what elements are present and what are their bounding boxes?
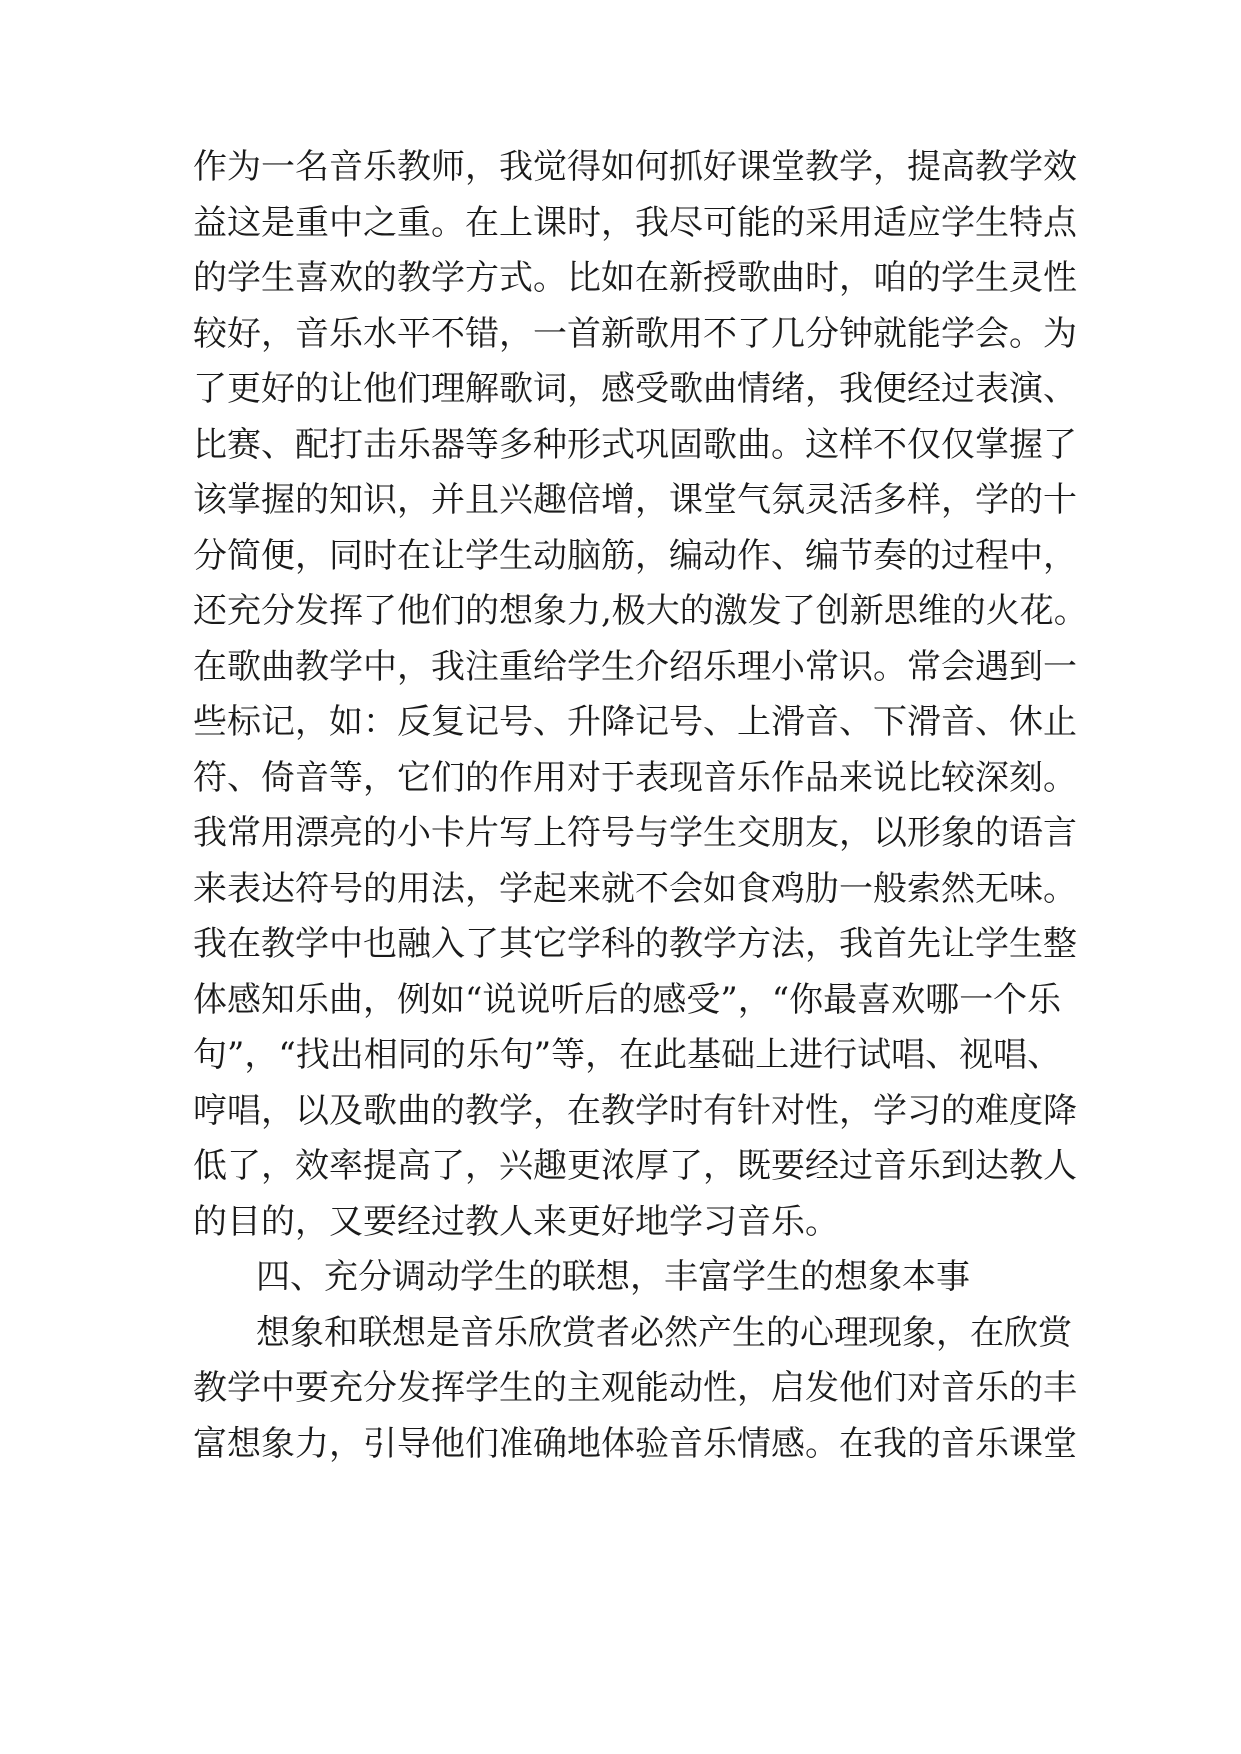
- text-line: 的学生喜欢的教学方式。比如在新授歌曲时，咱的学生灵性: [193, 258, 1077, 298]
- text-line: 低了，效率提高了，兴趣更浓厚了，既要经过音乐到达教人: [193, 1146, 1077, 1186]
- text-line: 的目的，又要经过教人来更好地学习音乐。: [193, 1202, 839, 1242]
- text-line: 了更好的让他们理解歌词，感受歌曲情绪，我便经过表演、: [193, 369, 1077, 409]
- text-line: 哼唱，以及歌曲的教学，在教学时有针对性，学习的难度降: [193, 1091, 1077, 1131]
- text-line: 我在教学中也融入了其它学科的教学方法，我首先让学生整: [193, 924, 1077, 964]
- section-heading: 四、充分调动学生的联想，丰富学生的想象本事: [256, 1257, 970, 1297]
- text-line: 体感知乐曲，例如“说说听后的感受”，“你最喜欢哪一个乐: [193, 980, 1062, 1020]
- text-line: 该掌握的知识，并且兴趣倍增，课堂气氛灵活多样，学的十: [193, 480, 1077, 520]
- text-line: 较好，音乐水平不错，一首新歌用不了几分钟就能学会。为: [193, 314, 1077, 354]
- text-line: 作为一名音乐教师，我觉得如何抓好课堂教学，提高教学效: [193, 147, 1077, 187]
- text-line: 来表达符号的用法，学起来就不会如食鸡肋一般索然无味。: [193, 869, 1077, 909]
- text-line: 比赛、配打击乐器等多种形式巩固歌曲。这样不仅仅掌握了: [193, 425, 1077, 465]
- text-line: 分简便，同时在让学生动脑筋，编动作、编节奏的过程中，: [193, 536, 1077, 576]
- text-line: 还充分发挥了他们的想象力,极大的激发了创新思维的火花。: [193, 591, 1088, 631]
- text-line: 符、倚音等，它们的作用对于表现音乐作品来说比较深刻。: [193, 758, 1077, 798]
- text-line: 在歌曲教学中，我注重给学生介绍乐理小常识。常会遇到一: [193, 647, 1077, 687]
- text-line: 句”，“找出相同的乐句”等，在此基础上进行试唱、视唱、: [193, 1035, 1062, 1075]
- text-line: 富想象力，引导他们准确地体验音乐情感。在我的音乐课堂: [193, 1424, 1077, 1464]
- paragraph-first-line: 想象和联想是音乐欣赏者必然产生的心理现象，在欣赏: [256, 1313, 1072, 1353]
- text-line: 教学中要充分发挥学生的主观能动性，启发他们对音乐的丰: [193, 1368, 1077, 1408]
- text-line: 益这是重中之重。在上课时，我尽可能的采用适应学生特点: [193, 203, 1077, 243]
- text-line: 我常用漂亮的小卡片写上符号与学生交朋友，以形象的语言: [193, 813, 1077, 853]
- text-line: 些标记，如：反复记号、升降记号、上滑音、下滑音、休止: [193, 702, 1077, 742]
